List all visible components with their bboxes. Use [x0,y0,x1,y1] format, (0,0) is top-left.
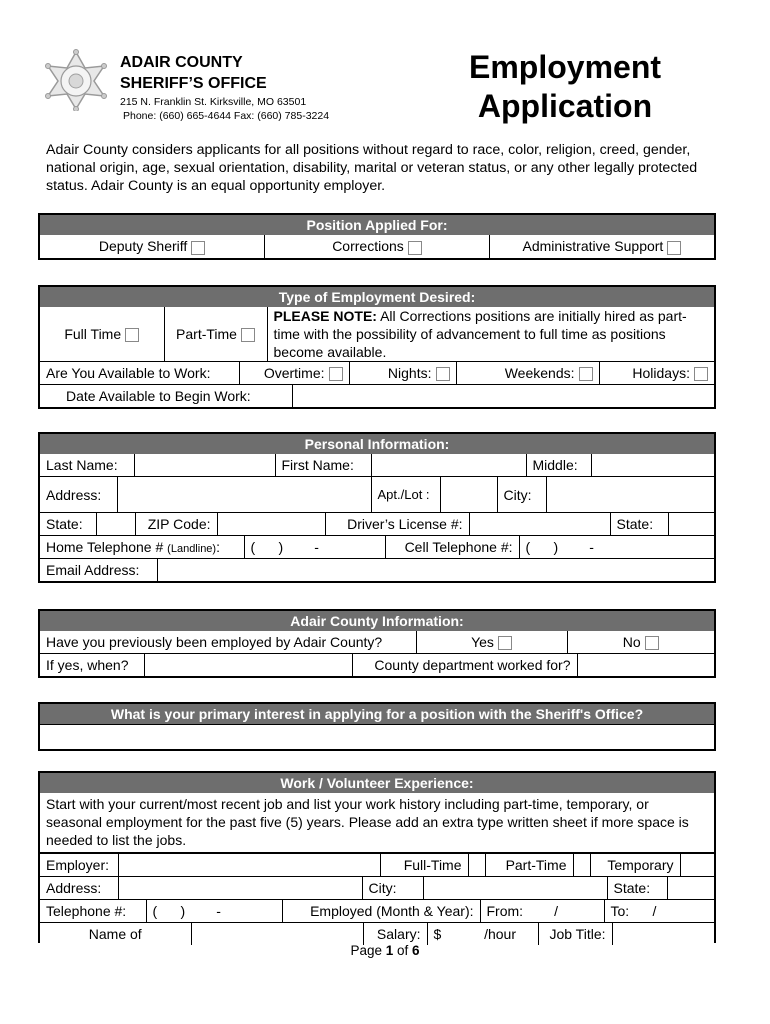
org-phone: Phone: (660) 665-4644 Fax: (660) 785-3224 [123,110,330,122]
page-total: 6 [412,943,420,958]
cell-phone-label: Cell Telephone #: [385,536,519,559]
license-input[interactable] [469,513,610,536]
prior-yes-label: Yes [471,633,494,650]
employed-dates-label: Employed (Month & Year): [282,900,480,923]
personal-section [38,432,716,583]
interest-section [38,702,716,751]
prior-no-label: No [622,633,641,650]
when-label: If yes, when? [40,654,144,677]
part-time-checkbox[interactable] [241,328,255,342]
city-input[interactable] [546,477,714,513]
position-corrections-label: Corrections [332,238,404,255]
availability-label: Are You Available to Work: [40,362,239,385]
home-phone-note: (Landline) [167,543,217,555]
work-city-input[interactable] [423,877,607,900]
last-name-input[interactable] [134,454,275,476]
org-name-line1: ADAIR COUNTY [120,54,243,71]
cell-phone-input[interactable]: ( ) - [519,536,714,559]
part-time-label: Part-Time [176,325,237,342]
work-part-time-label: Part-Time [485,854,573,876]
org-name [120,52,267,94]
position-corrections [265,235,490,258]
position-admin-checkbox[interactable] [667,241,681,255]
middle-input[interactable] [591,454,714,476]
position-deputy-checkbox[interactable] [191,241,205,255]
prior-no-cell [567,631,714,653]
license-label: Driver’s License #: [325,513,469,536]
holidays-label: Holidays: [632,364,690,381]
position-deputy [40,235,265,258]
page-current: 1 [385,943,394,958]
date-available-input[interactable] [292,385,714,408]
position-heading: Position Applied For: [40,215,714,235]
weekends-checkbox[interactable] [579,367,593,381]
address-input[interactable] [117,477,371,513]
first-name-label: First Name: [275,454,371,476]
license-state-input[interactable] [668,513,714,536]
page-title-line2: Application [477,88,653,124]
part-time-cell [164,307,267,361]
home-phone-text: Home Telephone # [46,539,164,555]
work-heading: Work / Volunteer Experience: [40,773,714,793]
prior-yes-checkbox[interactable] [498,636,512,650]
employed-to-input[interactable]: To: / [604,900,714,923]
first-name-input[interactable] [371,454,526,476]
email-input[interactable] [157,559,714,582]
nights-cell [349,362,456,385]
nights-checkbox[interactable] [436,367,450,381]
work-part-time-checkbox[interactable] [573,854,590,876]
employer-input[interactable] [118,854,380,876]
overtime-cell [239,362,349,385]
page-title-line1: Employment [468,49,662,85]
holidays-cell [599,362,714,385]
job-title-label: Job Title: [538,923,612,946]
page-title [440,48,690,126]
prior-yes-cell [416,631,567,653]
position-admin [489,235,714,258]
position-admin-label: Administrative Support [522,238,664,255]
work-phone-input[interactable]: ( ) - [146,900,282,923]
work-full-time-label: Full-Time [380,854,468,876]
middle-label: Middle: [526,454,591,476]
org-address: 215 N. Franklin St. Kirksville, MO 63501 [120,96,307,108]
note-bold: PLEASE NOTE: [273,308,377,324]
page-word: Page [350,943,386,958]
org-contact [120,95,329,123]
interest-input[interactable] [40,724,714,749]
work-state-input[interactable] [667,877,714,900]
position-section [38,213,716,260]
work-temporary-checkbox[interactable] [680,854,714,876]
state-label: State: [40,513,96,536]
work-address-label: Address: [40,877,118,900]
date-available-label: Date Available to Begin Work: [40,385,292,408]
salary-input[interactable]: $ /hour [427,923,538,946]
personal-heading: Personal Information: [40,434,714,454]
city-label: City: [497,477,546,513]
of-word: of [393,943,413,958]
state-input[interactable] [96,513,135,536]
eeo-statement: Adair County considers applicants for all positions without regard to race, color, religion, creed, gender, national origin, age, sexual orientation, disability, marital or veteran status, or any other legally protected status. Adair County is an equal opportunity employer. [46,142,698,194]
note-text: All Corrections positions are initially hired as part-time with the possibility of advancement to full time as positions become available. [273,308,687,360]
full-time-cell [40,307,164,361]
department-label: County department worked for? [352,654,577,677]
work-phone-label: Telephone #: [40,900,146,923]
corrections-note [267,307,714,361]
work-temporary-label: Temporary [590,854,680,876]
work-full-time-checkbox[interactable] [468,854,485,876]
employment-type-heading: Type of Employment Desired: [40,287,714,307]
overtime-label: Overtime: [263,364,325,381]
work-instructions: Start with your current/most recent job and list your work history including part-time, temporary, or seasonal employment for the past five (5) years. Please add an extra type written sheet if more space is needed to list the jobs. [40,793,714,854]
work-city-label: City: [362,877,423,900]
supervisor-name-input[interactable] [191,923,363,946]
work-section [38,771,716,943]
county-heading: Adair County Information: [40,611,714,631]
work-address-input[interactable] [118,877,362,900]
home-phone-label: Home Telephone # (Landline): [40,536,244,559]
home-phone-input[interactable]: ( ) - [244,536,385,559]
nights-label: Nights: [387,364,432,381]
when-input[interactable] [144,654,352,677]
prior-no-checkbox[interactable] [645,636,659,650]
prior-employment-question: Have you previously been employed by Adair County? [40,631,416,653]
salary-label: Salary: [363,923,427,946]
position-deputy-label: Deputy Sheriff [98,238,188,255]
last-name-label: Last Name: [40,454,134,476]
position-corrections-checkbox[interactable] [408,241,422,255]
overtime-checkbox[interactable] [329,367,343,381]
employer-label: Employer: [40,854,118,876]
county-section [38,609,716,678]
supervisor-name-label: Name of [40,923,191,946]
employment-type-section [38,285,716,409]
holidays-checkbox[interactable] [694,367,708,381]
zip-label: ZIP Code: [135,513,217,536]
weekends-cell [456,362,599,385]
weekends-label: Weekends: [504,364,575,381]
apt-label: Apt./Lot : [371,477,440,513]
employed-from-input[interactable]: From: / [480,900,604,923]
org-name-line2: SHERIFF’S OFFICE [120,75,267,92]
apt-input[interactable] [440,477,497,513]
interest-heading: What is your primary interest in applying for a position with the Sheriff's Office? [40,704,714,724]
full-time-checkbox[interactable] [125,328,139,342]
department-input[interactable] [577,654,714,677]
address-label: Address: [40,477,117,513]
email-label: Email Address: [40,559,157,582]
work-state-label: State: [607,877,667,900]
job-title-input[interactable] [612,923,714,946]
zip-input[interactable] [217,513,325,536]
license-state-label: State: [610,513,668,536]
sheriff-star-badge-icon [40,49,112,111]
full-time-label: Full Time [64,325,122,342]
page-number [0,943,770,958]
